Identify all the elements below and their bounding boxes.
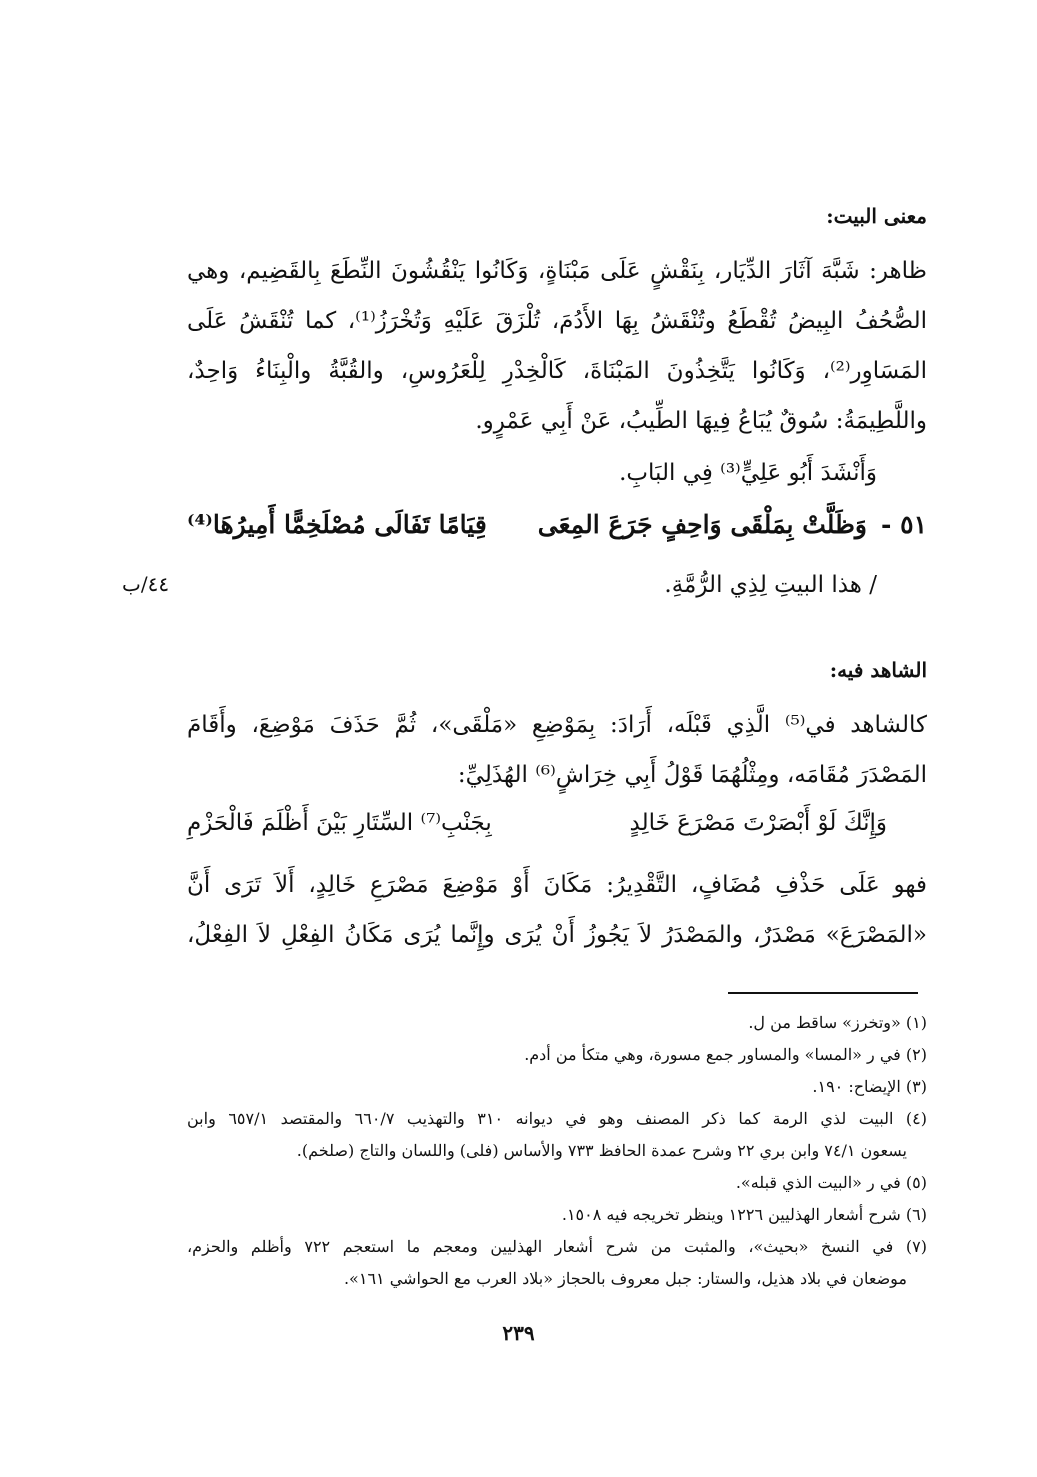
footnote-7-continued: موضعان في بلاد هذيل، والستار: جبل معروف بالحجاز «بلاد العرب مع الحواشي ١٦١». xyxy=(343,1269,907,1288)
footnote-3: (٣) الإيضاح: ١٩٠. xyxy=(812,1077,927,1096)
footnote-7: (٧) في النسخ «بحيث»، والمثبت من شرح أشعار الهذليين ومعجم ما استعجم ٧٢٢ وأظلم والحزم، xyxy=(187,1237,928,1256)
meaning-line-2: الصُّحُفُ البِيضُ تُقْطَعُ وتُنْقَشُ بِهَا الأَدُمَ، تُلْزَقَ عَلَيْهِ وَتُخْرَزُ⁽¹⁾، كما تُنْقَشُ عَلَى xyxy=(187,308,927,334)
quoted-poem xyxy=(187,810,927,850)
verse-attribution: / هذا البيتِ لِذِي الرُّمَّةِ. xyxy=(664,572,877,598)
explanation-line-1: فهو عَلَى حَذْفِ مُضَافٍ، التَّقْدِيرُ: مَكَانَ أَوْ مَوْضِعَ مَصْرَعِ خَالِدٍ، أَلاَ تَرَى أَنَّ xyxy=(187,872,927,898)
footnote-1: (١) «وتخرز» ساقط من ل. xyxy=(748,1013,927,1032)
poem-hemistich-1: وَإِنَّكَ لَوْ أَبْصَرْتَ مَصْرَعَ خَالِدٍ xyxy=(629,810,887,836)
meaning-line-4: واللَّطِيمَةُ: سُوقٌ يُبَاعُ فِيهَا الطِّيبُ، عَنْ أَبِي عَمْرٍو. xyxy=(475,408,927,434)
footnote-6: (٦) شرح أشعار الهذليين ١٢٢٦ وينظر تخريجه فيه ١٥٠٨. xyxy=(561,1205,927,1224)
footnote-4: (٤) البيت لذي الرمة كما ذكر المصنف وهو في ديوانه ٣١٠ والتهذيب ٦٦٠/٧ والمقتصد ٦٥٧/١ وابن xyxy=(187,1109,928,1128)
verse-hemistich-1: وَظَلَّتْ بِمَلْقَى وَاحِفٍ جَرَعَ المِعَى xyxy=(537,510,867,539)
verse-51 xyxy=(187,510,927,550)
witness-line-1: كالشاهد في⁽⁵⁾ الَّذِي قَبْلَه، أَرَادَ: بِمَوْضِعِ «مَلْقَى»، ثُمَّ حَذَفَ مَوْضِعَ، وأَقَامَ xyxy=(187,712,927,738)
witness-line-2: المَصْدَرَ مُقَامَه، ومِثْلُهُمَا قَوْلُ أَبِي خِرَاشٍ⁽⁶⁾ الهُذَلِيِّ: xyxy=(457,762,927,788)
meaning-line-1: ظاهر: شَبَّهَ آثَارَ الدِّيَار، بِنَقْشٍ عَلَى مَبْنَاةٍ، وَكَانُوا يَنْقُشُونَ النِّطَعَ بِالقَضِيم، وهي xyxy=(187,258,927,284)
recital-line: وَأَنْشَدَ أَبُو عَلِيٍّ⁽³⁾ فِي البَابِ. xyxy=(619,460,877,486)
footnote-5: (٥) في ر «البيت الذي قبله». xyxy=(735,1173,927,1192)
folio-marker: ٤٤/ب xyxy=(122,572,170,596)
meaning-line-3: المَسَاوِر⁽²⁾، وَكَانُوا يَتَّخِذُونَ المَبْنَاةَ، كَالْخِدْرِ لِلْعَرُوسِ، والقُبَّةُ والْبِنَاءُ وَاحِدٌ، xyxy=(187,358,927,384)
section-heading-meaning: معنى البيت: xyxy=(826,204,927,228)
explanation-line-2: «المَصْرَعَ» مَصْدَرٌ، والمَصْدَرُ لاَ يَجُوزُ أَنْ يُرَى وإِنَّما يُرَى مَكَانُ الفِعْلِ لاَ الفِعْلُ، xyxy=(187,922,927,948)
section-heading-witness: الشاهد فيه: xyxy=(829,658,927,682)
footnote-2: (٢) في ر «المسا» والمساور جمع مسورة، وهي متكأ من أدم. xyxy=(524,1045,927,1064)
verse-number: ٥١ - xyxy=(881,510,927,539)
poem-hemistich-2: بِجَنْبِ⁽⁷⁾ السِّتَارِ بَيْنَ أَظْلَمَ فَالْحَزْمِ xyxy=(187,810,492,836)
footnote-4-continued: يسعون ٧٤/١ وابن بري ٢٢ وشرح عمدة الحافظ ٧٣٣ والأساس (فلى) واللسان والتاج (صلخم). xyxy=(296,1141,907,1160)
footnote-separator xyxy=(728,992,918,994)
verse-hemistich-2: قِيَامًا تَفَالَى مُصْلَخِمًّا أَمِيرُهَا⁽⁴⁾ xyxy=(187,510,487,539)
page-number: ٢٣٩ xyxy=(502,1321,535,1345)
